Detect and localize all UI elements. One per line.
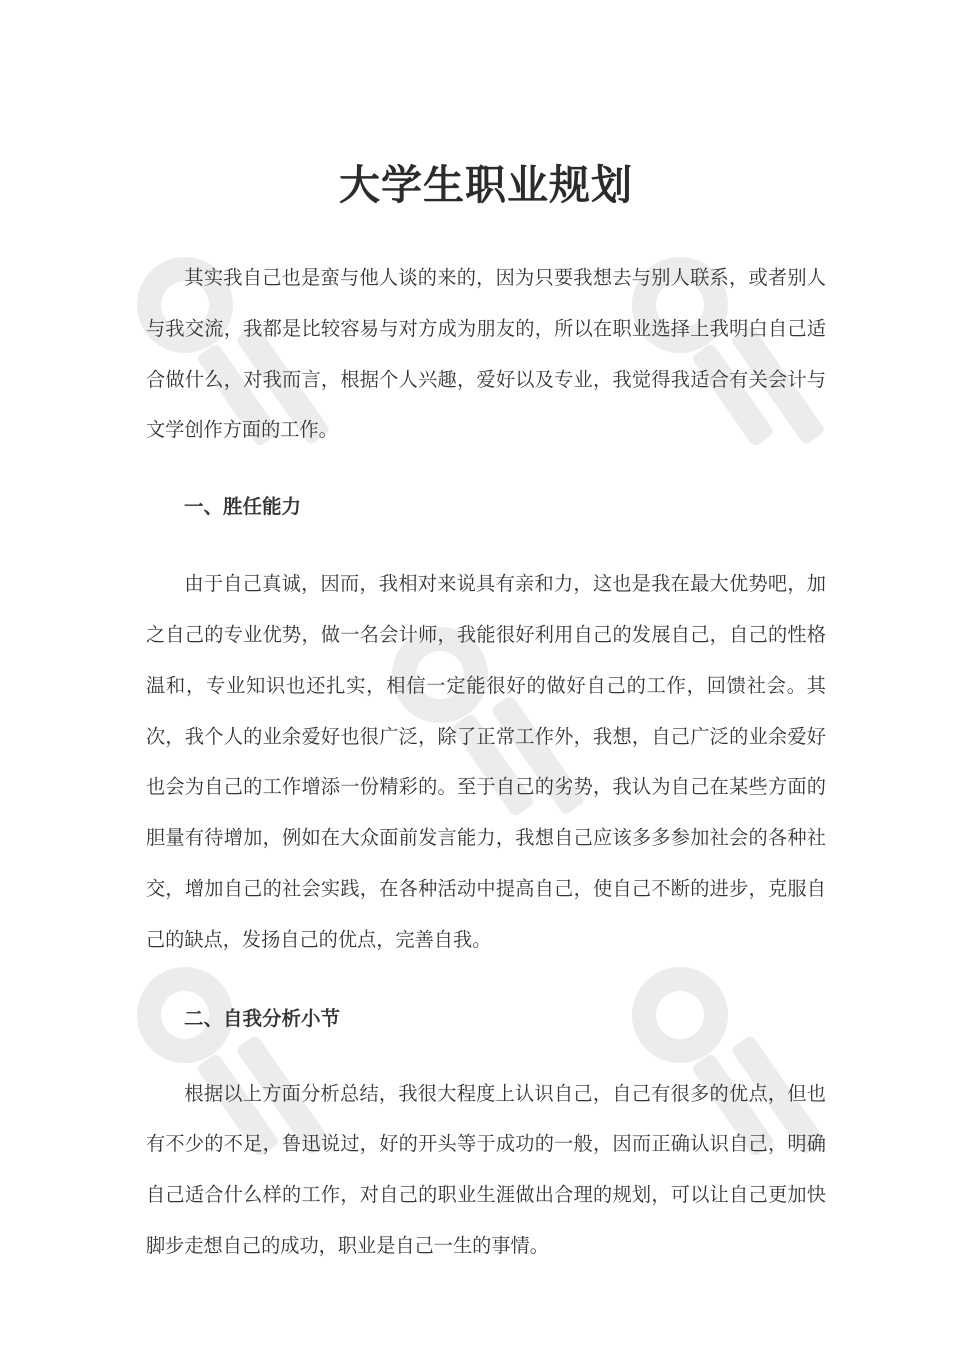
section-heading-competence: 一、胜任能力 [184,495,302,519]
section-body-competence: 由于自己真诚，因而，我相对来说具有亲和力，这也是我在最大优势吧，加之自己的专业优势，做一名会计师，我能很好利用自己的发展自己，自己的性格温和，专业知识也还扎实，相信一定能很好的做好自己的工作，回馈社会。其次，我个人的业余爱好也很广泛，除了正常工作外，我想，自己广泛的业余爱好也会为自己的工作增添一份精彩的。至于自己的劣势，我认为自己在某些方面的胆量有待增加，例如在大众面前发言能力，我想自己应该多多参加社会的各种社交，增加自己的社会实践，在各种活动中提高自己，使自己不断的进步，克服自己的缺点，发扬自己的优点，完善自我。 [146,572,826,951]
document-page [146,150,826,1272]
section-heading-self-analysis: 二、自我分析小节 [184,1006,341,1030]
document-title: 大学生职业规划 [339,161,633,209]
intro-paragraph: 其实我自己也是蛮与他人谈的来的，因为只要我想去与别人联系，或者别人与我交流，我都是比较容易与对方成为朋友的，所以在职业选择上我明白自己适合做什么，对我而言，根据个人兴趣，爱好以及专业，我觉得我适合有关会计与文学创作方面的工作。 [146,266,826,442]
section-body-self-analysis: 根据以上方面分析总结，我很大程度上认识自己，自己有很多的优点，但也有不少的不足，鲁迅说过，好的开头等于成功的一般，因而正确认识自己，明确自己适合什么样的工作，对自己的职业生涯做出合理的规划，可以让自己更加快脚步走想自己的成功，职业是自己一生的事情。 [146,1081,826,1257]
